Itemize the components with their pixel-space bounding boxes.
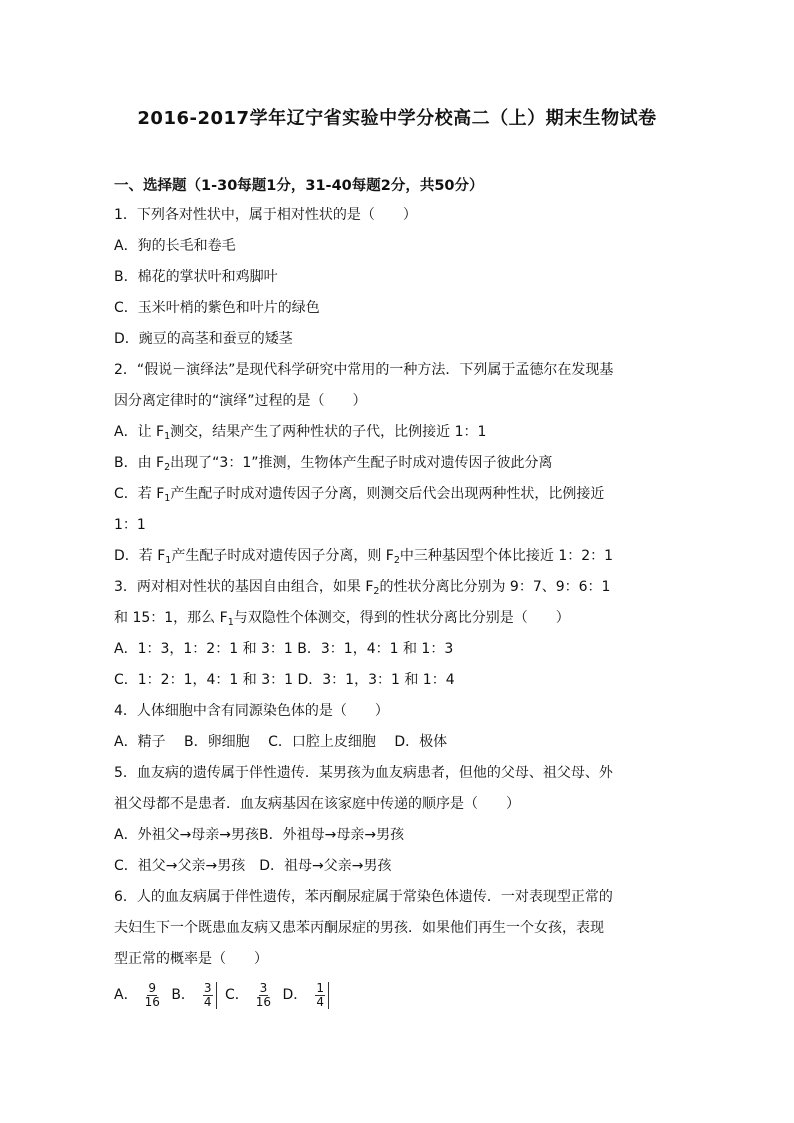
fraction-numerator: 1 bbox=[316, 980, 324, 995]
fraction-numerator: 3 bbox=[259, 980, 268, 995]
q4-option-c: C．口腔上皮细胞 bbox=[268, 734, 376, 750]
q6-option-b-fraction bbox=[199, 982, 217, 1009]
q3-stem1-text: 的性状分离比分别为 9：7、9：6：1 bbox=[379, 579, 611, 595]
question-list bbox=[114, 200, 684, 1015]
q6-stem-line1: 6．人的血友病属于伴性遗传，苯丙酮尿症属于常染色体遗传．一对表现型正常的 bbox=[114, 889, 613, 905]
q1-option-a: A．狗的长毛和卷毛 bbox=[114, 238, 236, 254]
q2-c-prefix: C．若 F bbox=[114, 486, 165, 502]
q3-stem1-subscript: 2 bbox=[373, 586, 380, 597]
q3-stem1-prefix: 3．两对相对性状的基因自由组合，如果 F bbox=[114, 579, 374, 595]
q4-stem: 4．人体细胞中含有同源染色体的是（ ） bbox=[114, 703, 389, 719]
q2-option-d bbox=[114, 541, 684, 572]
fraction-numerator: 3 bbox=[203, 980, 212, 995]
q2-option-a bbox=[114, 417, 684, 448]
q2-a-subscript: 1 bbox=[164, 431, 171, 442]
q5-stem-line1: 5．血友病的遗传属于伴性遗传．某男孩为血友病患者，但他的父母、祖父母、外 bbox=[114, 765, 613, 781]
q4-option-d: D．极体 bbox=[394, 734, 448, 750]
q6-option-a-label: A． bbox=[114, 987, 138, 1003]
q2-a-prefix: A．让 F bbox=[114, 424, 165, 440]
q4-options bbox=[114, 727, 684, 758]
q2-d-middle: 产生配子时成对遗传因子分离，则 F bbox=[171, 548, 394, 564]
q5-stem-line2: 祖父母都不是患者．血友病基因在该家庭中传递的顺序是（ ） bbox=[114, 796, 520, 812]
q6-option-b-label: B． bbox=[171, 987, 195, 1003]
q2-c-text: 产生配子时成对遗传因子分离，则测交后代会出现两种性状，比例接近 bbox=[170, 486, 605, 502]
q6-option-c-label: C． bbox=[225, 987, 249, 1003]
q2-d-subscript-2: 2 bbox=[393, 555, 400, 566]
q2-b-text: 出现了“3：1”推测，生物体产生配子时成对遗传因子彼此分离 bbox=[170, 455, 553, 471]
q3-options-cd: C．1：2：1，4：1 和 3：1 D．3：1，3：1 和 1：4 bbox=[114, 672, 455, 688]
q2-stem-line1: 2．“假说－演绎法”是现代科学研究中常用的一种方法．下列属于孟德尔在发现基 bbox=[114, 362, 614, 378]
section-heading: 一、选择题（1-30每题1分，31-40每题2分，共50分） bbox=[114, 178, 484, 194]
q6-stem-line3: 型正常的概率是（ ） bbox=[114, 951, 268, 967]
fraction-numerator: 9 bbox=[148, 980, 157, 995]
page-title: 2016-2017学年辽宁省实验中学分校高二（上）期末生物试卷 bbox=[137, 108, 657, 129]
q2-stem-line2: 因分离定律时的“演绎”过程的是（ ） bbox=[114, 393, 367, 409]
q3-stem2-prefix: 和 15：1，那么 F bbox=[114, 610, 228, 626]
q1-option-c: C．玉米叶梢的紫色和叶片的绿色 bbox=[114, 300, 320, 316]
q2-b-prefix: B．由 F bbox=[114, 455, 165, 471]
q2-option-c-continued: 1：1 bbox=[114, 517, 146, 533]
q2-option-c bbox=[114, 479, 684, 510]
q3-stem-line1 bbox=[114, 572, 684, 603]
q5-options-cd: C．祖父→父亲→男孩 D．祖母→父亲→男孩 bbox=[114, 858, 392, 874]
q1-stem: 1．下列各对性状中，属于相对性状的是（ ） bbox=[114, 207, 417, 223]
q6-option-d-label: D． bbox=[282, 987, 308, 1003]
q6-option-d-fraction bbox=[311, 982, 329, 1009]
fraction-denominator: 16 bbox=[255, 994, 272, 1009]
q3-stem2-subscript: 1 bbox=[227, 617, 234, 628]
q4-option-a: A．精子 bbox=[114, 734, 166, 750]
q2-d-subscript: 1 bbox=[165, 555, 172, 566]
q2-b-subscript: 2 bbox=[164, 462, 171, 473]
fraction-denominator: 16 bbox=[144, 994, 160, 1009]
q6-options bbox=[114, 975, 684, 1015]
q6-stem-line2: 夫妇生下一个既患血友病又患苯丙酮尿症的男孩．如果他们再生一个女孩，表现 bbox=[114, 920, 604, 936]
q1-option-b: B．棉花的掌状叶和鸡脚叶 bbox=[114, 269, 278, 285]
q1-option-d: D．豌豆的高茎和蚕豆的矮茎 bbox=[114, 331, 293, 347]
q2-c-subscript: 1 bbox=[164, 493, 171, 504]
fraction-denominator: 4 bbox=[316, 994, 324, 1009]
q2-d-prefix: D．若 F bbox=[114, 548, 166, 564]
q2-option-b bbox=[114, 448, 684, 479]
q3-options-ab: A．1：3，1：2：1 和 3：1 B．3：1，4：1 和 1：3 bbox=[114, 641, 454, 657]
q2-a-text: 测交，结果产生了两种性状的子代，比例接近 1：1 bbox=[170, 424, 487, 440]
q6-option-a-fraction bbox=[142, 982, 163, 1009]
q2-d-text: 中三种基因型个体比接近 1：2：1 bbox=[399, 548, 614, 564]
q3-stem-line2 bbox=[114, 603, 684, 634]
fraction-denominator: 4 bbox=[203, 994, 212, 1009]
q4-option-b: B．卵细胞 bbox=[184, 734, 250, 750]
q5-options-ab: A．外祖父→母亲→男孩B．外祖母→母亲→男孩 bbox=[114, 827, 405, 843]
q3-stem2-text: 与双隐性个体测交，得到的性状分离比分别是（ ） bbox=[233, 610, 570, 626]
q6-option-c-fraction bbox=[253, 982, 274, 1009]
